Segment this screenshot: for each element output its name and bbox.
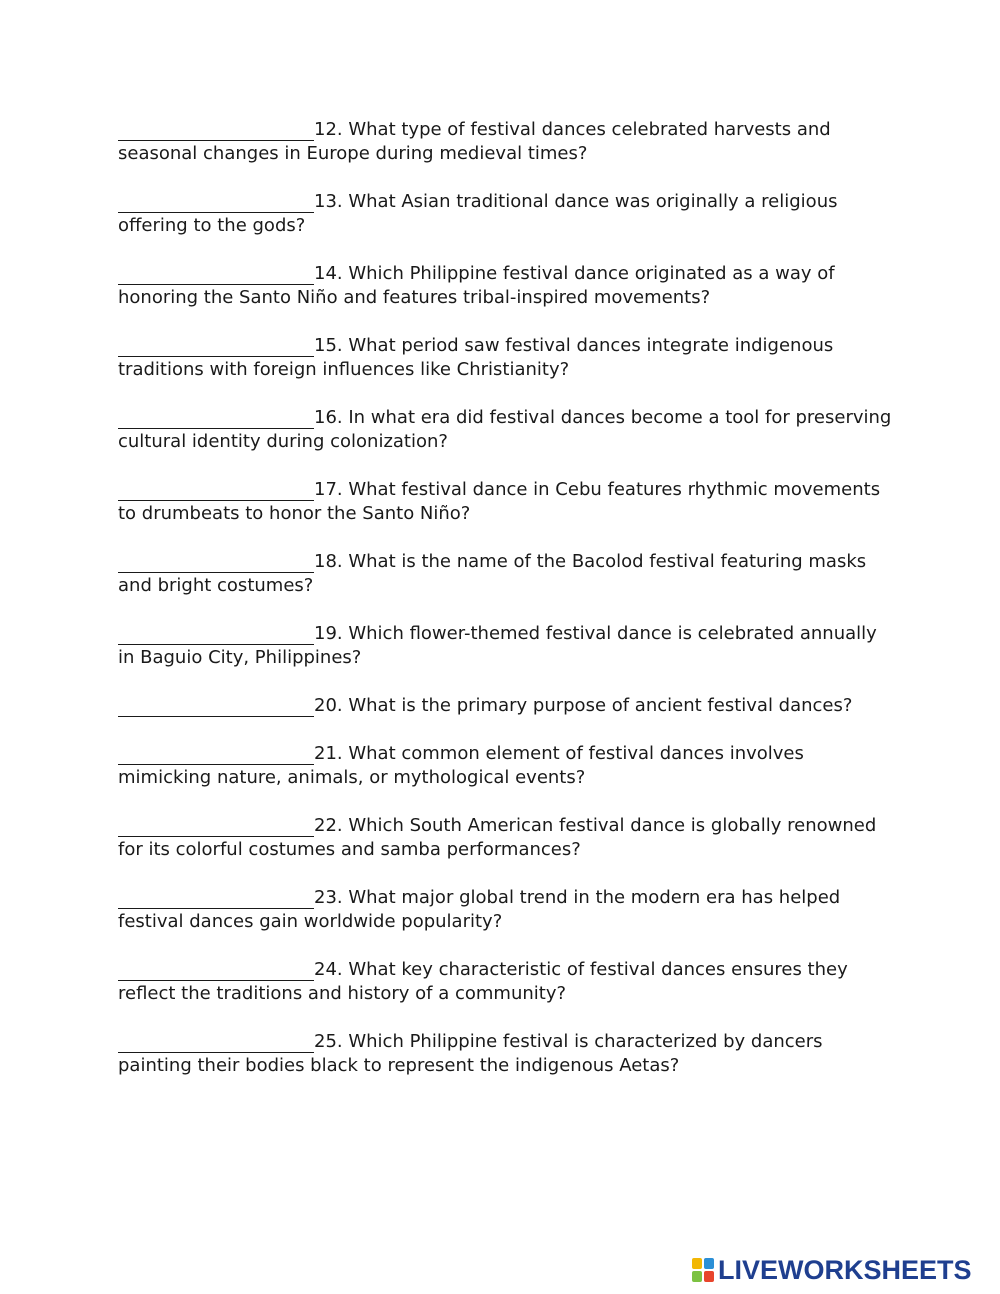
question-13 bbox=[118, 190, 898, 238]
question-text-22: 22. Which South American festival dance is globally renowned for its colorful costumes and samba performances? bbox=[118, 815, 877, 860]
question-text-19: 19. Which flower-themed festival dance is celebrated annually in Baguio City, Philippines? bbox=[118, 623, 877, 668]
question-17 bbox=[118, 478, 898, 526]
answer-input-22[interactable] bbox=[118, 816, 314, 837]
question-text-21: 21. What common element of festival dances involves mimicking nature, animals, or mythological events? bbox=[118, 743, 804, 788]
question-text-15: 15. What period saw festival dances integrate indigenous traditions with foreign influences like Christianity? bbox=[118, 335, 834, 380]
question-15 bbox=[118, 334, 898, 382]
question-text-14: 14. Which Philippine festival dance originated as a way of honoring the Santo Niño and features tribal-inspired movements? bbox=[118, 263, 835, 308]
logo-square-bl bbox=[692, 1271, 702, 1282]
answer-input-23[interactable] bbox=[118, 888, 314, 909]
answer-input-18[interactable] bbox=[118, 552, 314, 573]
logo-square-tl bbox=[692, 1258, 702, 1269]
worksheet-questions bbox=[118, 118, 898, 1102]
question-22 bbox=[118, 814, 898, 862]
answer-input-13[interactable] bbox=[118, 192, 314, 213]
answer-input-12[interactable] bbox=[118, 120, 314, 141]
answer-input-16[interactable] bbox=[118, 408, 314, 429]
answer-input-21[interactable] bbox=[118, 744, 314, 765]
answer-input-20[interactable] bbox=[118, 696, 314, 717]
question-text-13: 13. What Asian traditional dance was originally a religious offering to the gods? bbox=[118, 191, 838, 236]
question-20 bbox=[118, 694, 898, 718]
liveworksheets-brand bbox=[692, 1256, 972, 1284]
question-text-17: 17. What festival dance in Cebu features rhythmic movements to drumbeats to honor the Santo Niño? bbox=[118, 479, 881, 524]
question-text-12: 12. What type of festival dances celebrated harvests and seasonal changes in Europe during medieval times? bbox=[118, 119, 831, 164]
brand-text: LIVEWORKSHEETS bbox=[718, 1255, 972, 1285]
logo-square-br bbox=[704, 1271, 714, 1282]
question-21 bbox=[118, 742, 898, 790]
answer-input-25[interactable] bbox=[118, 1032, 314, 1053]
liveworksheets-logo-icon bbox=[692, 1258, 714, 1282]
question-text-25: 25. Which Philippine festival is characterized by dancers painting their bodies black to represent the indigenous Aetas? bbox=[118, 1031, 823, 1076]
answer-input-14[interactable] bbox=[118, 264, 314, 285]
question-19 bbox=[118, 622, 898, 670]
answer-input-17[interactable] bbox=[118, 480, 314, 501]
question-text-20: 20. What is the primary purpose of ancient festival dances? bbox=[314, 695, 853, 716]
question-text-23: 23. What major global trend in the modern era has helped festival dances gain worldwide popularity? bbox=[118, 887, 841, 932]
question-14 bbox=[118, 262, 898, 310]
question-18 bbox=[118, 550, 898, 598]
question-12 bbox=[118, 118, 898, 166]
question-25 bbox=[118, 1030, 898, 1078]
answer-input-15[interactable] bbox=[118, 336, 314, 357]
answer-input-24[interactable] bbox=[118, 960, 314, 981]
answer-input-19[interactable] bbox=[118, 624, 314, 645]
question-24 bbox=[118, 958, 898, 1006]
question-text-18: 18. What is the name of the Bacolod festival featuring masks and bright costumes? bbox=[118, 551, 867, 596]
question-text-16: 16. In what era did festival dances become a tool for preserving cultural identity during colonization? bbox=[118, 407, 892, 452]
question-16 bbox=[118, 406, 898, 454]
question-23 bbox=[118, 886, 898, 934]
logo-square-tr bbox=[704, 1258, 714, 1269]
question-text-24: 24. What key characteristic of festival dances ensures they reflect the traditions and history of a community? bbox=[118, 959, 848, 1004]
